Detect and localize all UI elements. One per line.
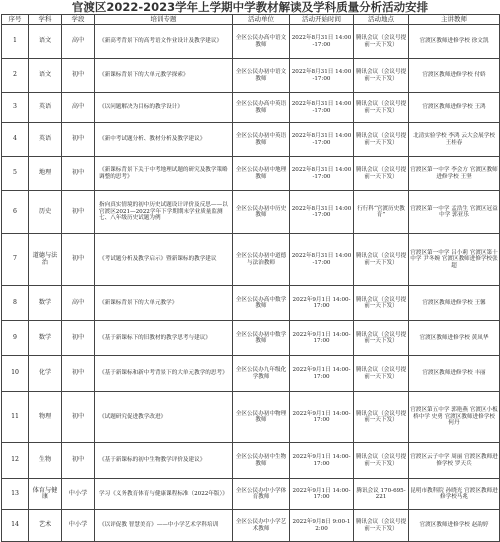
cell-stage: 中小学 bbox=[62, 479, 95, 510]
cell-teacher: 官渡区第一中学 孟浩生 官渡区冠益中学 郭亚乐 bbox=[409, 191, 500, 234]
header-no: 序号 bbox=[2, 15, 29, 25]
cell-no: 5 bbox=[2, 157, 29, 191]
cell-time: 2022年8月31日 14:00-17:00 bbox=[290, 157, 354, 191]
table-row bbox=[2, 157, 500, 191]
cell-stage: 中小学 bbox=[62, 510, 95, 542]
cell-stage: 初中 bbox=[62, 123, 95, 157]
cell-place: 腾讯会议（会议号提前一天下发） bbox=[354, 93, 409, 123]
header-topic: 培训专题 bbox=[95, 15, 233, 25]
cell-no: 10 bbox=[2, 356, 29, 392]
table-row bbox=[2, 234, 500, 286]
cell-stage: 初中 bbox=[62, 356, 95, 392]
cell-stage: 高中 bbox=[62, 286, 95, 321]
cell-place: 腾讯会议（会议号提前一天下发） bbox=[354, 123, 409, 157]
cell-unit: 全区公民办初中语文教师 bbox=[233, 59, 290, 93]
cell-place: 行行科“官渡历史教育” bbox=[354, 191, 409, 234]
cell-no: 1 bbox=[2, 25, 29, 59]
cell-topic: 《新课标背景下的大单元教学》 bbox=[95, 286, 233, 321]
cell-place: 腾讯会议（会议号提前一天下发） bbox=[354, 443, 409, 479]
cell-teacher: 官渡区教师进修学校 付娇 bbox=[409, 59, 500, 93]
cell-teacher: 官渡区教师进修学校 丰丽 bbox=[409, 356, 500, 392]
table-row bbox=[2, 123, 500, 157]
cell-time: 2022年9月8日 9:00-12:00 bbox=[290, 510, 354, 542]
cell-time: 2022年9月1日 14:00-17:00 bbox=[290, 443, 354, 479]
cell-teacher: 官渡区教师进修学校 黄凤华 bbox=[409, 321, 500, 356]
cell-stage: 初中 bbox=[62, 191, 95, 234]
cell-place: 腾讯会议（会议号提前一天下发） bbox=[354, 25, 409, 59]
cell-topic: 《试题研究促进教学改进》 bbox=[95, 392, 233, 443]
cell-no: 12 bbox=[2, 443, 29, 479]
cell-unit: 全区公民办初中地理教师 bbox=[233, 157, 290, 191]
cell-subject: 英语 bbox=[29, 123, 62, 157]
cell-subject: 英语 bbox=[29, 93, 62, 123]
cell-no: 14 bbox=[2, 510, 29, 542]
cell-unit: 全区公民办初中历史教师 bbox=[233, 191, 290, 234]
cell-stage: 初中 bbox=[62, 157, 95, 191]
cell-topic: 《新课标背景下的大单元教学探索》 bbox=[95, 59, 233, 93]
cell-subject: 体育与健康 bbox=[29, 479, 62, 510]
cell-subject: 语文 bbox=[29, 59, 62, 93]
cell-no: 9 bbox=[2, 321, 29, 356]
cell-stage: 高中 bbox=[62, 25, 95, 59]
cell-topic: 《考试题分析及教学启示》暨新课标的教学建议 bbox=[95, 234, 233, 286]
header-subject: 学科 bbox=[29, 15, 62, 25]
cell-time: 2022年8月31日 14:00-17:00 bbox=[290, 59, 354, 93]
cell-no: 6 bbox=[2, 191, 29, 234]
cell-no: 11 bbox=[2, 392, 29, 443]
table-row bbox=[2, 443, 500, 479]
table-row bbox=[2, 93, 500, 123]
cell-topic: 《基于新课标下的旧教材的教学思考与建议》 bbox=[95, 321, 233, 356]
cell-topic: 《基于新课标的初中生物教学评价及建议》 bbox=[95, 443, 233, 479]
cell-topic: 学习《义务教育体育与健康课程标准（2022年版）》 bbox=[95, 479, 233, 510]
cell-topic: 《新中考试题分析、教材分析及教学建议》 bbox=[95, 123, 233, 157]
table-row bbox=[2, 191, 500, 234]
schedule-table bbox=[1, 14, 500, 542]
cell-time: 2022年8月31日 14:00-17:00 bbox=[290, 123, 354, 157]
header-unit: 活动单位 bbox=[233, 15, 290, 25]
header-row bbox=[2, 15, 500, 25]
cell-subject: 数学 bbox=[29, 286, 62, 321]
cell-topic: 《新课标背景下关于中考地理试题的研究及教学策略调整的思考》 bbox=[95, 157, 233, 191]
cell-no: 2 bbox=[2, 59, 29, 93]
cell-time: 2022年9月1日 14:00-17:00 bbox=[290, 479, 354, 510]
cell-unit: 全区公民办初中数学教师 bbox=[233, 321, 290, 356]
cell-place: 腾讯会议（会议号提前一天下发） bbox=[354, 356, 409, 392]
cell-time: 2022年8月31日 14:00-17:00 bbox=[290, 93, 354, 123]
cell-no: 4 bbox=[2, 123, 29, 157]
page-title: 官渡区2022-2023学年上学期中学教材解读及学科质量分析活动安排 bbox=[71, 0, 429, 14]
cell-stage: 初中 bbox=[62, 392, 95, 443]
cell-stage: 初中 bbox=[62, 234, 95, 286]
cell-no: 7 bbox=[2, 234, 29, 286]
cell-no: 8 bbox=[2, 286, 29, 321]
cell-topic: 《以问题解决为目标的教学设计》 bbox=[95, 93, 233, 123]
cell-stage: 高中 bbox=[62, 93, 95, 123]
cell-subject: 语文 bbox=[29, 25, 62, 59]
cell-time: 2022年9月1日 14:00-17:00 bbox=[290, 321, 354, 356]
cell-teacher: 官渡区第五中学 郭艳燕 官渡区小板桥中学 史勇 官渡区教师进修学校 何丹 bbox=[409, 392, 500, 443]
header-teacher: 主讲教师 bbox=[409, 15, 500, 25]
cell-subject: 生物 bbox=[29, 443, 62, 479]
cell-subject: 物理 bbox=[29, 392, 62, 443]
cell-unit: 全区公民办中小学体育教师 bbox=[233, 479, 290, 510]
table-row bbox=[2, 286, 500, 321]
table-row bbox=[2, 321, 500, 356]
header-time: 活动开始时间 bbox=[290, 15, 354, 25]
header-stage: 学段 bbox=[62, 15, 95, 25]
cell-teacher: 官渡区教师进修学校 赵韵婷 bbox=[409, 510, 500, 542]
cell-teacher: 官渡区云子中学 周丽 官渡区教师进修学校 罗天兵 bbox=[409, 443, 500, 479]
cell-teacher: 官渡区教师进修学校 王馨 bbox=[409, 286, 500, 321]
cell-unit: 全区公民办高中数学教师 bbox=[233, 286, 290, 321]
cell-unit: 全区公民办初中英语教师 bbox=[233, 123, 290, 157]
cell-teacher: 北清实验学校 李鸿 云大会展学校 王桂春 bbox=[409, 123, 500, 157]
cell-subject: 化学 bbox=[29, 356, 62, 392]
table-row bbox=[2, 59, 500, 93]
cell-teacher: 官渡区教师进修学校 王鸿 bbox=[409, 93, 500, 123]
cell-unit: 全区公民办初中物理教师 bbox=[233, 392, 290, 443]
cell-time: 2022年9月1日 14:00-17:00 bbox=[290, 286, 354, 321]
cell-time: 2022年8月31日 14:00-17:00 bbox=[290, 191, 354, 234]
cell-topic: 指向真实情境的初中历史试题设计评价及反思——以官渡区2021—2022学年下学期期末学业质量监测七、八年级历史试题为例 bbox=[95, 191, 233, 234]
cell-no: 13 bbox=[2, 479, 29, 510]
cell-teacher: 昆明市教科院 孙晓光 官渡区教师进修学校马兆 bbox=[409, 479, 500, 510]
cell-time: 2022年8月31日 14:00-17:00 bbox=[290, 234, 354, 286]
cell-teacher: 官渡区第一中学 吕小莉 官渡区第十中学 尹冬婉 官渡区教师进修学校张超 bbox=[409, 234, 500, 286]
cell-place: 腾讯会议（会议号提前一天下发） bbox=[354, 234, 409, 286]
cell-place: 腾讯会议（会议号提前一天下发） bbox=[354, 321, 409, 356]
cell-unit: 全区公民办初中生物教师 bbox=[233, 443, 290, 479]
cell-stage: 初中 bbox=[62, 59, 95, 93]
cell-unit: 全区公民办初中道德与法治教师 bbox=[233, 234, 290, 286]
header-place: 活动地点 bbox=[354, 15, 409, 25]
cell-topic: 《基于新课标和新中考背景下的大单元教学的思考》 bbox=[95, 356, 233, 392]
cell-subject: 地理 bbox=[29, 157, 62, 191]
cell-unit: 全区公民办高中语文教师 bbox=[233, 25, 290, 59]
cell-unit: 全区公民办高中英语教师 bbox=[233, 93, 290, 123]
cell-place: 腾讯会议（会议号提前一天下发） bbox=[354, 392, 409, 443]
cell-time: 2022年8月31日 14:00-17:00 bbox=[290, 25, 354, 59]
cell-no: 3 bbox=[2, 93, 29, 123]
cell-unit: 全区公民办中小学艺术教师 bbox=[233, 510, 290, 542]
cell-time: 2022年9月1日 14:00-17:00 bbox=[290, 392, 354, 443]
cell-place: 腾讯会议（会议号提前一天下发） bbox=[354, 59, 409, 93]
cell-subject: 历史 bbox=[29, 191, 62, 234]
cell-place: 腾讯会议（会议号提前一天下发） bbox=[354, 510, 409, 542]
table-body bbox=[2, 25, 500, 542]
table-row bbox=[2, 510, 500, 542]
cell-time: 2022年9月1日 14:00-17:00 bbox=[290, 356, 354, 392]
cell-topic: 《新高考背景下的高考语文作业设计及教学建议》 bbox=[95, 25, 233, 59]
cell-stage: 初中 bbox=[62, 321, 95, 356]
cell-subject: 道德与法治 bbox=[29, 234, 62, 286]
table-row bbox=[2, 392, 500, 443]
cell-unit: 全区公民办九年级化学教师 bbox=[233, 356, 290, 392]
cell-teacher: 官渡区教师进修学校 徐文凯 bbox=[409, 25, 500, 59]
cell-subject: 数学 bbox=[29, 321, 62, 356]
table-row bbox=[2, 479, 500, 510]
cell-stage: 初中 bbox=[62, 443, 95, 479]
cell-place: 腾讯会议 170-695-221 bbox=[354, 479, 409, 510]
cell-subject: 艺术 bbox=[29, 510, 62, 542]
cell-place: 腾讯会议（会议号提前一天下发） bbox=[354, 157, 409, 191]
table-row bbox=[2, 356, 500, 392]
table-row bbox=[2, 25, 500, 59]
cell-place: 腾讯会议（会议号提前一天下发） bbox=[354, 286, 409, 321]
cell-topic: 《以评促教 智慧美育》——中小学艺术学科培训 bbox=[95, 510, 233, 542]
cell-teacher: 官渡区第一中学 李会方 官渡区教师进修学校 王坚 bbox=[409, 157, 500, 191]
